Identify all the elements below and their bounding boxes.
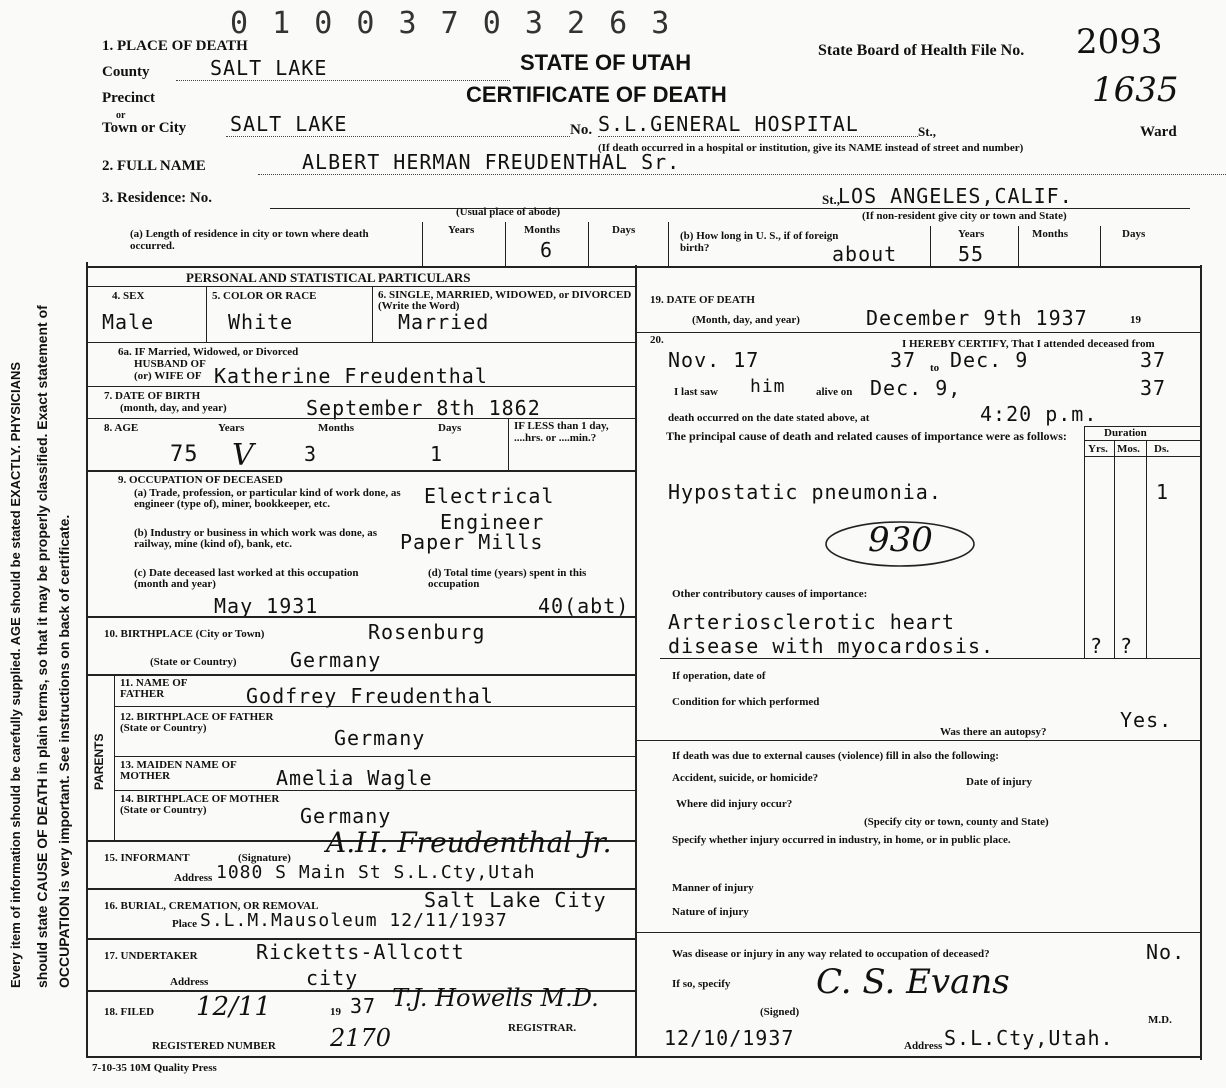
nature-label: Nature of injury bbox=[672, 906, 749, 918]
place-of-death-label: 1. PLACE OF DEATH bbox=[102, 38, 248, 54]
duration-yrs: Yrs. bbox=[1088, 443, 1108, 455]
attended-to-label: to bbox=[930, 362, 940, 374]
death-date-sub: (Month, day, and year) bbox=[692, 314, 800, 326]
other-cause-q2: ? bbox=[1120, 634, 1134, 658]
accident-label: Accident, suicide, or homicide? bbox=[672, 772, 819, 784]
other-cause-2: disease with myocardosis. bbox=[668, 634, 995, 658]
burial-value: Salt Lake City bbox=[424, 888, 607, 912]
registered-number-label: REGISTERED NUMBER bbox=[152, 1040, 276, 1052]
registered-number: 2170 bbox=[330, 1024, 392, 1052]
informant-address-label: Address bbox=[174, 872, 213, 884]
burial-place: S.L.M.Mausoleum 12/11/1937 bbox=[200, 910, 508, 931]
age-months-label: Months bbox=[318, 422, 355, 434]
line-9 bbox=[86, 470, 635, 472]
duration-label: Duration bbox=[1104, 427, 1147, 439]
occupation-d-value: 40(abt) bbox=[538, 594, 630, 618]
us-years-label: Years bbox=[958, 228, 985, 240]
principal-cause-days: 1 bbox=[1156, 480, 1170, 504]
us-box-d2 bbox=[1100, 226, 1101, 268]
age-months-value: 3 bbox=[304, 442, 318, 466]
principal-cause: Hypostatic pneumonia. bbox=[668, 480, 942, 504]
parents-sep bbox=[114, 674, 115, 840]
father-value: Godfrey Freudenthal bbox=[246, 684, 494, 708]
file-number: 2093 bbox=[1076, 22, 1163, 62]
age-tick: V bbox=[232, 438, 254, 473]
duration-mos: Mos. bbox=[1117, 443, 1140, 455]
death-date-value: December 9th 1937 bbox=[866, 306, 1088, 330]
line-12 bbox=[114, 706, 635, 707]
race-value: White bbox=[228, 310, 294, 334]
line-ext bbox=[635, 740, 1200, 741]
precinct-label: Precinct bbox=[102, 90, 156, 106]
birthplace-state-label: (State or Country) bbox=[150, 656, 237, 668]
residence-label: 3. Residence: No. bbox=[102, 190, 212, 206]
section-20-label: 20. bbox=[650, 334, 664, 346]
last-saw-him: him bbox=[750, 376, 786, 397]
serial-number: 0 1 0 0 3 7 0 3 2 6 3 bbox=[230, 6, 673, 41]
side-instructions-line3: OCCUPATION is very important. See instructions on back of certificate. bbox=[56, 514, 72, 988]
age-days-value: 1 bbox=[430, 442, 444, 466]
non-resident-note: (If non-resident give city or town and State) bbox=[862, 210, 1067, 222]
in-us-label: (b) How long in U. S., if of foreign birth? bbox=[680, 230, 839, 254]
line-8 bbox=[86, 418, 635, 419]
occurred-label: death occurred on the date stated above, at bbox=[668, 412, 870, 424]
father-birthplace-label: 12. BIRTHPLACE OF FATHER (State or Country) bbox=[120, 711, 274, 734]
manner-label: Manner of injury bbox=[672, 882, 754, 894]
file-label: State Board of Health File No. bbox=[818, 42, 1025, 59]
undertaker-value: Ricketts-Allcott bbox=[256, 940, 465, 964]
related-value: No. bbox=[1146, 940, 1186, 964]
us-years-value: 55 bbox=[958, 242, 985, 266]
res-box-d2 bbox=[588, 222, 589, 266]
us-box-left bbox=[930, 226, 931, 268]
spouse-label-2: HUSBAND OF bbox=[134, 358, 206, 370]
town-value: SALT LAKE bbox=[226, 112, 570, 137]
dob-label-2: (month, day, and year) bbox=[120, 402, 227, 414]
occupation-c: (c) Date deceased last worked at this occupation (month and year) bbox=[134, 567, 359, 590]
certify-text: I HEREBY CERTIFY, That I attended deceased from bbox=[902, 338, 1155, 350]
sex-value: Male bbox=[102, 310, 155, 334]
birthplace-country: Germany bbox=[290, 648, 382, 672]
line-10 bbox=[86, 616, 635, 618]
other-cause-q1: ? bbox=[1090, 634, 1104, 658]
hospital-note: (If death occurred in a hospital or institution, give its NAME instead of street and number) bbox=[598, 142, 1024, 154]
occupation-a-value2: Engineer bbox=[440, 510, 545, 534]
res-box-right bbox=[668, 222, 669, 266]
occupation-b: (b) Industry or business in which work was done, as railway, mine (kind of), bank, etc. bbox=[134, 527, 378, 550]
no-label: No. bbox=[570, 122, 593, 138]
autopsy-label: Was there an autopsy? bbox=[940, 726, 1047, 738]
frame-right bbox=[1200, 265, 1202, 1060]
town-label: Town or City bbox=[102, 120, 187, 136]
specify-industry-label: Specify whether injury occurred in industry, in home, or in public place. bbox=[672, 834, 1011, 846]
autopsy-value: Yes. bbox=[1120, 708, 1173, 732]
filed-date: 12/11 bbox=[196, 992, 271, 1022]
informant-address: 1080 S Main St S.L.Cty,Utah bbox=[216, 862, 536, 883]
undertaker-label: 17. UNDERTAKER bbox=[104, 950, 198, 962]
mother-birthplace-value: Germany bbox=[300, 804, 392, 828]
operation-label: If operation, date of bbox=[672, 670, 766, 682]
spouse-label-1: 6a. IF Married, Widowed, or Divorced bbox=[118, 346, 299, 358]
hospital-value: S.L.GENERAL HOSPITAL bbox=[598, 112, 918, 137]
father-birthplace-value: Germany bbox=[334, 726, 426, 750]
registrar-label: REGISTRAR. bbox=[508, 1022, 577, 1034]
us-months-label: Months bbox=[1032, 228, 1069, 240]
line-related bbox=[635, 932, 1200, 933]
race-sep bbox=[372, 286, 373, 342]
line-personal bbox=[86, 286, 635, 287]
side-instructions-line2: should state CAUSE OF DEATH in plain terms, so that it may be properly classified. Exact statement of bbox=[34, 305, 50, 988]
physician-address-label: Address bbox=[904, 1040, 943, 1052]
spouse-label-3: (or) WIFE OF bbox=[134, 370, 202, 382]
marital-label: 6. SINGLE, MARRIED, WIDOWED, or DIVORCED (Write the Word) bbox=[378, 289, 632, 312]
res-months-label: Months bbox=[524, 224, 561, 236]
dur-sub bbox=[1084, 456, 1200, 457]
handwritten-number: 1635 bbox=[1092, 70, 1179, 110]
certificate-title: CERTIFICATE OF DEATH bbox=[466, 82, 727, 107]
attended-from-year: 37 bbox=[890, 348, 917, 372]
dur-mid bbox=[1084, 440, 1200, 441]
physician-signature: C. S. Evans bbox=[816, 962, 1010, 1002]
physician-address: S.L.Cty,Utah. bbox=[944, 1026, 1114, 1050]
line-11 bbox=[86, 674, 635, 676]
occupation-a: (a) Trade, profession, or particular kind of work done, as engineer (type of), miner, bookkeeper, etc. bbox=[134, 487, 401, 510]
other-cause-1: Arteriosclerotic heart bbox=[668, 610, 955, 634]
dur-d2 bbox=[1146, 440, 1147, 658]
line-13 bbox=[114, 756, 635, 757]
res-box-left bbox=[422, 222, 423, 266]
mother-label: 13. MAIDEN NAME OF MOTHER bbox=[120, 759, 237, 782]
undertaker-address-label: Address bbox=[170, 976, 209, 988]
race-label: 5. COLOR OR RACE bbox=[212, 290, 317, 302]
principal-cause-label: The principal cause of death and related causes of importance were as follows: bbox=[666, 429, 1067, 443]
birthplace-label: 10. BIRTHPLACE (City or Town) bbox=[104, 628, 265, 640]
footer-code: 7-10-35 10M Quality Press bbox=[92, 1062, 217, 1074]
age-less-than: IF LESS than 1 day, ....hrs. or ....min.? bbox=[514, 420, 609, 444]
us-box-d1 bbox=[1018, 226, 1019, 268]
res-months-value: 6 bbox=[540, 238, 554, 262]
frame-middle bbox=[635, 265, 637, 1056]
county-label: County bbox=[102, 64, 150, 80]
code-scribble bbox=[810, 510, 980, 580]
specify-place-note: (Specify city or town, county and State) bbox=[864, 816, 1049, 828]
informant-signature: A.H. Freudenthal Jr. bbox=[326, 826, 612, 859]
or-label: or bbox=[116, 110, 126, 121]
res-days-label: Days bbox=[612, 224, 636, 236]
dob-label-1: 7. DATE OF BIRTH bbox=[104, 390, 201, 402]
alive-year: 37 bbox=[1140, 376, 1167, 400]
line-7 bbox=[86, 386, 635, 387]
where-injury-label: Where did injury occur? bbox=[676, 798, 793, 810]
occupation-d: (d) Total time (years) spent in this occupation bbox=[428, 567, 587, 590]
mother-value: Amelia Wagle bbox=[276, 766, 433, 790]
age-sep bbox=[508, 418, 509, 470]
cause-code: 930 bbox=[868, 520, 933, 560]
occupation-c-value: May 1931 bbox=[214, 594, 319, 618]
age-years-label: Years bbox=[218, 422, 245, 434]
dur-left bbox=[1084, 426, 1085, 658]
line-20 bbox=[635, 332, 1200, 333]
residence-value: LOS ANGELES,CALIF. bbox=[838, 184, 1073, 208]
registrar-signature: T.J. Howells M.D. bbox=[392, 984, 599, 1012]
usual-abode-note: (Usual place of abode) bbox=[456, 206, 561, 218]
us-days-label: Days bbox=[1122, 228, 1146, 240]
duration-ds: Ds. bbox=[1154, 443, 1169, 455]
attended-to: Dec. 9 bbox=[950, 348, 1029, 372]
length-residence-label: (a) Length of residence in city or town where death occurred. bbox=[130, 228, 369, 252]
res-box-d1 bbox=[505, 222, 506, 266]
age-years-value: 75 bbox=[170, 442, 199, 467]
injury-date-label: Date of injury bbox=[966, 776, 1032, 788]
external-causes-label: If death was due to external causes (violence) fill in also the following: bbox=[672, 750, 999, 762]
burial-place-label: Place bbox=[172, 918, 198, 930]
personal-title: PERSONAL AND STATISTICAL PARTICULARS bbox=[186, 270, 471, 285]
filed-label: 18. FILED bbox=[104, 1006, 155, 1018]
age-days-label: Days bbox=[438, 422, 462, 434]
occupation-b-value: Paper Mills bbox=[400, 530, 544, 554]
undertaker-address: city bbox=[306, 966, 359, 990]
dur-d1 bbox=[1114, 440, 1115, 658]
if-so-label: If so, specify bbox=[672, 978, 731, 990]
other-causes-label: Other contributory causes of importance: bbox=[672, 588, 868, 600]
informant-label: 15. INFORMANT bbox=[104, 852, 190, 864]
mother-birthplace-label: 14. BIRTHPLACE OF MOTHER (State or Country) bbox=[120, 793, 280, 816]
spouse-value: Katherine Freudenthal bbox=[214, 364, 488, 388]
line-14 bbox=[114, 790, 635, 791]
full-name-label: 2. FULL NAME bbox=[102, 158, 206, 174]
certify-date: 12/10/1937 bbox=[664, 1026, 795, 1050]
marital-value: Married bbox=[398, 310, 490, 334]
in-us-about: about bbox=[832, 242, 898, 266]
sex-sep bbox=[206, 286, 207, 342]
side-instructions-line1: Every item of information should be carefully supplied. AGE should be stated EXACTLY. PHYSICIANS bbox=[8, 361, 23, 988]
res-years-label: Years bbox=[448, 224, 475, 236]
frame-bottom bbox=[86, 1056, 1200, 1058]
time-of-death: 4:20 p.m. bbox=[980, 402, 1098, 426]
last-saw-label: I last saw bbox=[674, 386, 719, 398]
sex-label: 4. SEX bbox=[112, 290, 145, 302]
county-value: SALT LAKE bbox=[176, 56, 510, 81]
header-divider bbox=[86, 266, 1200, 268]
dur-bottom bbox=[660, 658, 1200, 659]
residence-st-label: St., bbox=[822, 192, 841, 207]
burial-label: 16. BURIAL, CREMATION, OR REMOVAL bbox=[104, 900, 319, 912]
related-label: Was disease or injury in any way related to occupation of deceased? bbox=[672, 948, 990, 960]
state-title: STATE OF UTAH bbox=[520, 50, 692, 75]
birthplace-city: Rosenburg bbox=[368, 620, 486, 644]
full-name-value: ALBERT HERMAN FREUDENTHAL Sr. bbox=[258, 150, 1226, 175]
signed-label: (Signed) bbox=[760, 1006, 800, 1018]
attended-from: Nov. 17 bbox=[668, 348, 760, 372]
informant-sig-label: (Signature) bbox=[238, 852, 291, 864]
street-label: St., bbox=[918, 124, 937, 139]
filed-year-prefix: 19 bbox=[330, 1006, 341, 1018]
dob-value: September 8th 1862 bbox=[306, 396, 541, 420]
md-label: M.D. bbox=[1148, 1014, 1172, 1026]
age-label: 8. AGE bbox=[104, 422, 139, 434]
condition-label: Condition for which performed bbox=[672, 696, 820, 708]
father-label: 11. NAME OF FATHER bbox=[120, 677, 188, 700]
occupation-a-value1: Electrical bbox=[424, 484, 555, 508]
filed-year: 37 bbox=[350, 994, 377, 1018]
parents-label: PARENTS bbox=[92, 733, 106, 790]
occupation-label: 9. OCCUPATION OF DECEASED bbox=[118, 474, 283, 486]
residence-line bbox=[270, 208, 1190, 209]
death-date-year-suffix: 19 bbox=[1130, 314, 1141, 326]
alive-label: alive on bbox=[816, 386, 853, 398]
death-date-label: 19. DATE OF DEATH bbox=[650, 294, 755, 306]
alive-date: Dec. 9, bbox=[870, 376, 962, 400]
attended-to-year: 37 bbox=[1140, 348, 1167, 372]
ward-label: Ward bbox=[1140, 124, 1177, 140]
line-6a bbox=[86, 342, 635, 343]
